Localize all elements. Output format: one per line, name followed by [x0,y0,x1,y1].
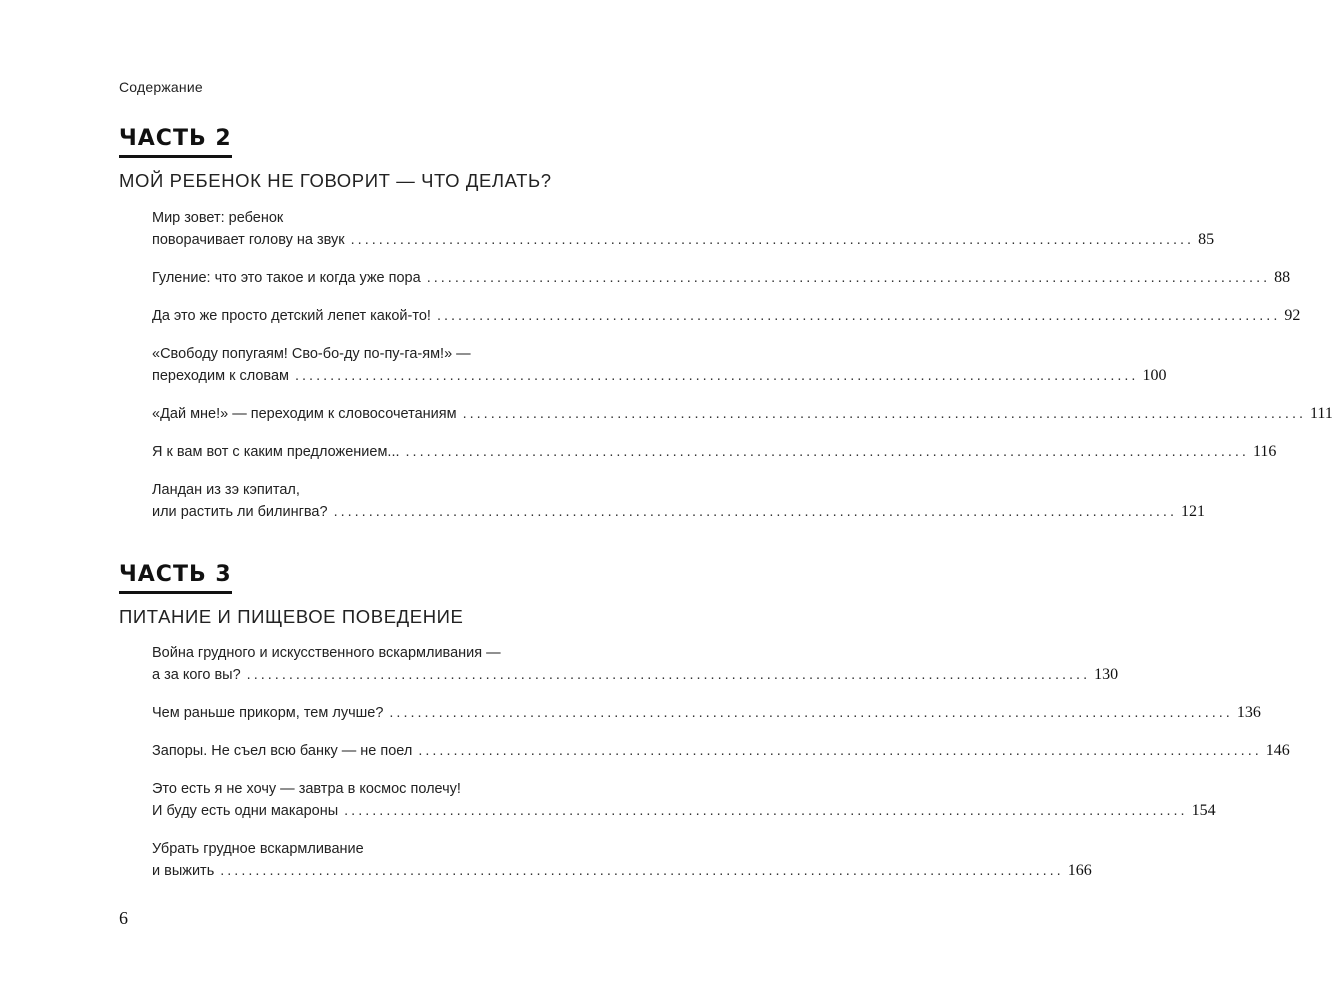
dot-leader: ........................................................................................................................ [344,803,1188,819]
running-head: Содержание [119,79,203,95]
part-title: ПИТАНИЕ И ПИЩЕВОЕ ПОВЕДЕНИЕ [119,606,464,627]
dot-leader: ........................................................................................................................ [246,667,1091,683]
toc-entry-page: 88 [1274,269,1291,286]
dot-leader: ........................................................................................................................ [426,270,1271,286]
toc-entry-page: 85 [1198,231,1215,248]
toc-entry-title: Запоры. Не съел всю банку — не поел [152,743,413,759]
toc-entry-title: Гуление: что это такое и когда уже пора [152,270,421,286]
toc-entry-title-line: Ландан из зэ кэпитал, [152,482,300,498]
toc-list-part-2 [152,207,1333,539]
toc-entry[interactable] [152,740,1290,762]
toc-entry-title-line: «Свободу попугаям! Сво-бо-ду по-пу-га-ям!» — [152,346,471,362]
toc-entry-page: 121 [1181,503,1205,520]
toc-entry-page: 136 [1236,704,1261,721]
toc-entry-title: поворачивает голову на звук [152,232,345,248]
toc-entry-title: Да это же просто детский лепет какой-то! [152,308,431,324]
toc-entry-title-line: Мир зовет: ребенок [152,210,284,226]
toc-entry-page: 111 [1310,405,1333,422]
dot-leader: ........................................................................................................................ [389,705,1233,721]
toc-entry-title-line: Война грудного и искусственного вскармливания — [152,645,501,661]
toc-entry-page: 154 [1191,802,1216,819]
toc-list-part-3 [152,642,1290,898]
toc-entry-line [152,740,1290,762]
dot-leader: ........................................................................................................................ [436,308,1281,324]
toc-entry-title: переходим к словам [152,368,289,384]
toc-entry[interactable] [152,778,1216,822]
toc-entry-line [152,860,1092,882]
toc-entry-page: 116 [1252,443,1277,460]
toc-entry-line [152,664,1119,686]
toc-entry-title: и выжить [152,863,215,879]
toc-entry[interactable] [152,343,1167,387]
toc-entry-page: 166 [1067,862,1092,879]
toc-entry-title: а за кого вы? [152,667,241,683]
toc-entry[interactable] [152,642,1119,686]
toc-entry-line [152,229,1215,251]
toc-entry-page: 146 [1265,742,1290,759]
toc-entry[interactable] [152,702,1261,724]
dot-leader: ........................................................................................................................ [462,406,1307,422]
toc-entry[interactable] [152,441,1277,463]
toc-entry[interactable] [152,479,1205,523]
toc-entry-line [152,403,1333,425]
toc-entry-title: «Дай мне!» — переходим к словосочетаниям [152,406,457,422]
dot-leader: ........................................................................................................................ [350,232,1195,248]
toc-entry[interactable] [152,305,1301,327]
toc-entry[interactable] [152,403,1333,425]
toc-entry[interactable] [152,838,1092,882]
part-2-header [119,126,609,192]
toc-entry-line [152,800,1216,822]
dot-leader: ........................................................................................................................ [418,743,1262,759]
toc-entry-title-line: Убрать грудное вскармливание [152,841,364,857]
part-title: МОЙ РЕБЕНОК НЕ ГОВОРИТ — ЧТО ДЕЛАТЬ? [119,170,552,191]
toc-entry-title: или растить ли билингва? [152,504,328,520]
toc-entry-title-line: Это есть я не хочу — завтра в космос полечу! [152,781,461,797]
toc-entry-page: 130 [1094,666,1119,683]
toc-entry-line [152,441,1277,463]
dot-leader: ........................................................................................................................ [295,368,1139,384]
part-label: ЧАСТЬ 3 [119,562,232,594]
toc-entry-line [152,305,1301,327]
toc-entry-line [152,501,1205,523]
toc-entry-line [152,365,1167,387]
part-label: ЧАСТЬ 2 [119,126,232,158]
dot-leader: ........................................................................................................................ [405,444,1249,460]
page-number: 6 [119,908,128,928]
toc-entry-page: 92 [1284,307,1301,324]
toc-entry-title: И буду есть одни макароны [152,803,339,819]
toc-entry-title: Чем раньше прикорм, тем лучше? [152,705,384,721]
toc-entry[interactable] [152,207,1215,251]
dot-leader: ........................................................................................................................ [333,504,1177,520]
part-3-header [119,562,609,628]
toc-entry-page: 100 [1142,367,1167,384]
toc-entry-line [152,267,1291,289]
toc-entry[interactable] [152,267,1291,289]
toc-entry-title: Я к вам вот с каким предложением... [152,444,400,460]
dot-leader: ........................................................................................................................ [220,863,1064,879]
toc-entry-line [152,702,1261,724]
